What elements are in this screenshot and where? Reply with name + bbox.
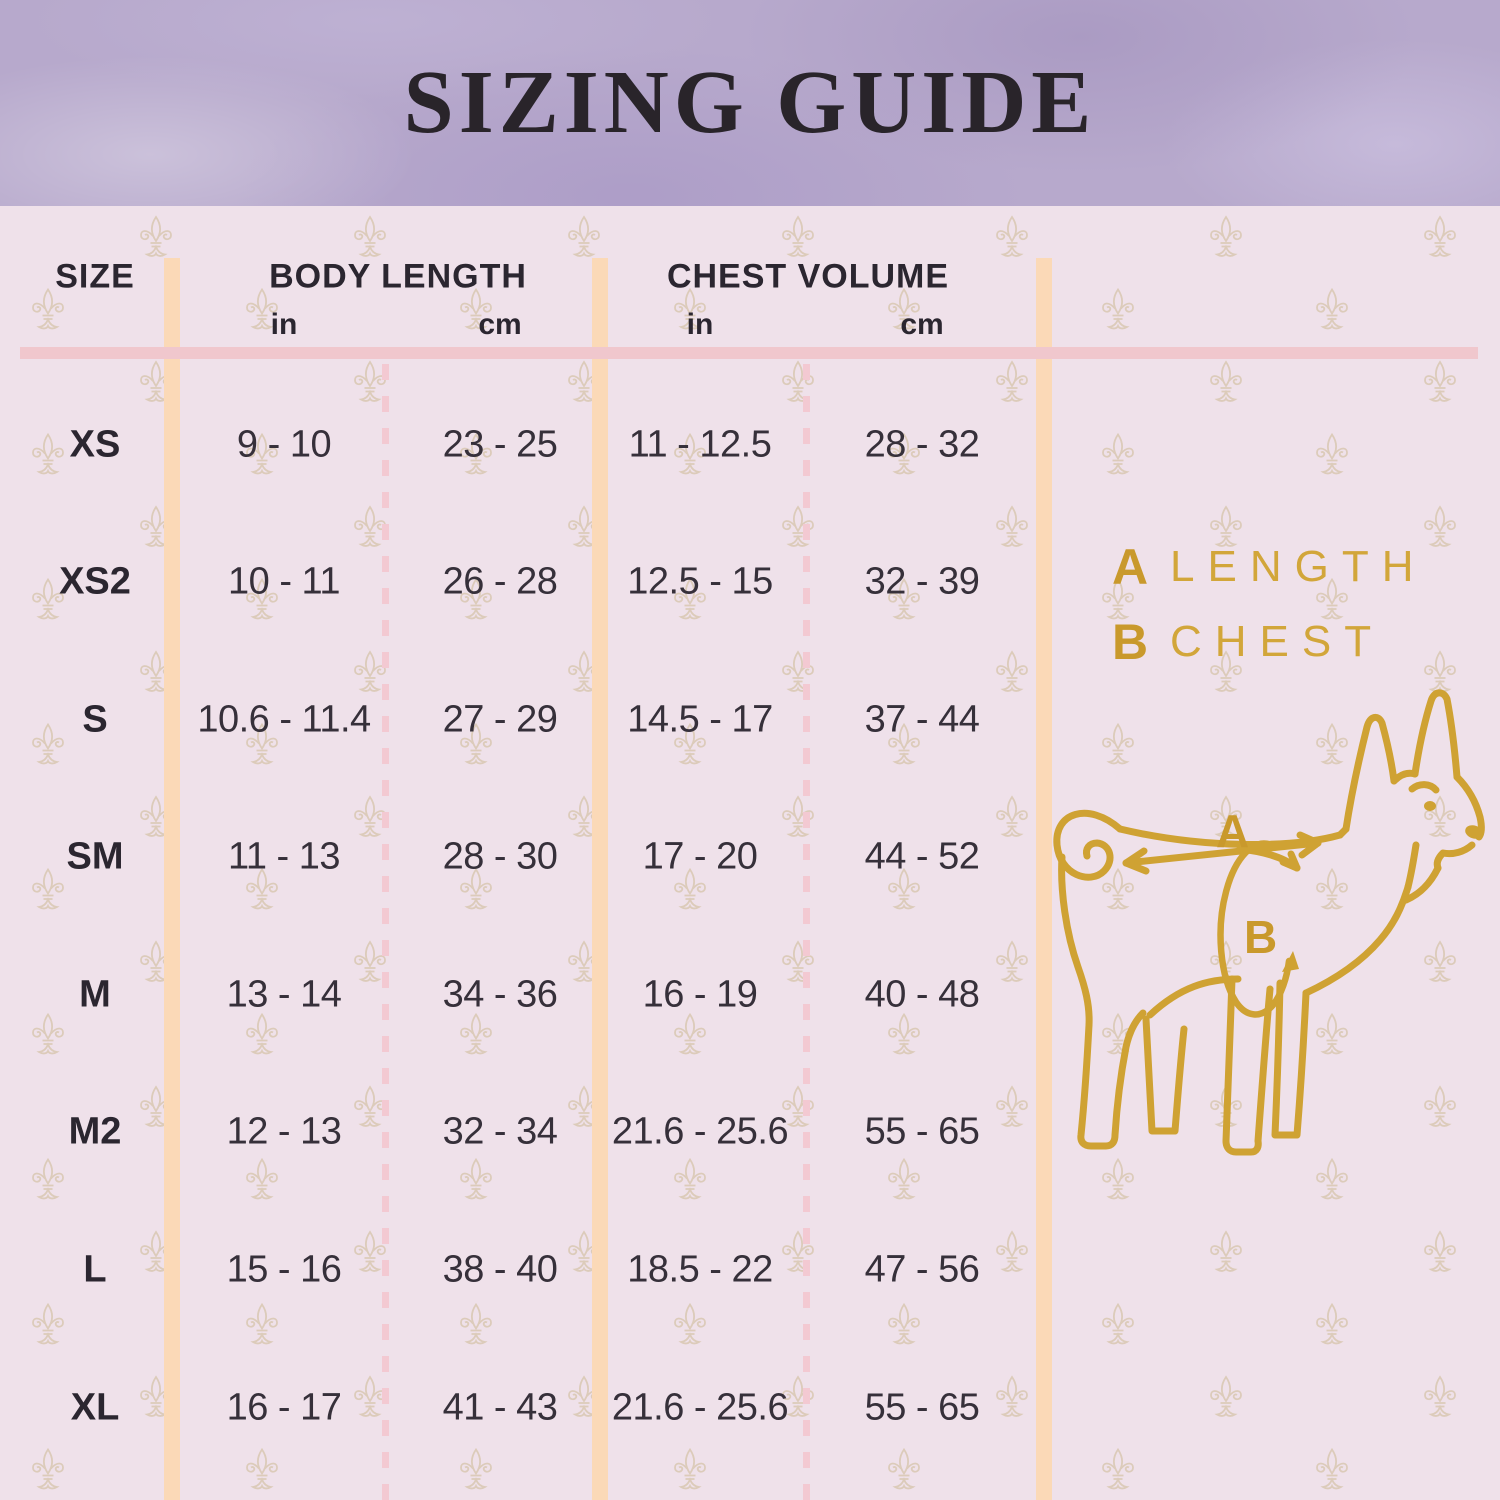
measurement-legend	[1112, 541, 1426, 691]
title-band	[0, 0, 1500, 206]
table-cell: 28 - 30	[442, 835, 558, 878]
table-cell: 12 - 13	[226, 1110, 342, 1153]
unit-in-body: in	[270, 308, 298, 341]
table-cell: 10.6 - 11.4	[197, 698, 371, 741]
header-underline	[20, 347, 1478, 359]
table-cell: 13 - 14	[226, 973, 342, 1016]
chest-arrowhead	[1282, 951, 1299, 972]
table-cell: 21.6 - 25.6	[611, 1386, 789, 1429]
table-cell: 11 - 13	[228, 835, 340, 878]
table-cell: 55 - 65	[864, 1386, 980, 1429]
row-label: L	[83, 1248, 107, 1291]
table-cell: 12.5 - 15	[627, 560, 773, 603]
legend-key-a: A	[1112, 539, 1149, 595]
header-size: SIZE	[55, 257, 135, 296]
row-label: XS2	[59, 560, 131, 603]
legend-label-b: CHEST	[1170, 617, 1385, 666]
table-cell: 47 - 56	[864, 1248, 980, 1291]
row-label: XS	[69, 423, 121, 466]
table-cell: 44 - 52	[864, 835, 980, 878]
legend-row-chest	[1112, 616, 1426, 668]
table-cell: 11 - 12.5	[628, 423, 772, 466]
row-label: SM	[66, 835, 124, 878]
table-cell: 32 - 39	[864, 560, 980, 603]
table-cell: 40 - 48	[864, 973, 980, 1016]
table-cell: 14.5 - 17	[627, 698, 773, 741]
table-cell: 16 - 17	[226, 1386, 342, 1429]
table-cell: 34 - 36	[442, 973, 558, 1016]
legend-row-length	[1112, 541, 1426, 593]
table-cell: 23 - 25	[442, 423, 558, 466]
table-cell: 17 - 20	[642, 835, 758, 878]
row-label: S	[82, 698, 108, 741]
table-cell: 16 - 19	[642, 973, 758, 1016]
marker-a: A	[1216, 805, 1250, 857]
table-cell: 27 - 29	[442, 698, 558, 741]
row-label: M	[79, 973, 111, 1016]
column-divider-bar	[592, 258, 608, 1500]
table-cell: 21.6 - 25.6	[611, 1110, 789, 1153]
table-cell: 18.5 - 22	[627, 1248, 773, 1291]
unit-in-chest: in	[686, 308, 714, 341]
dashed-unit-divider	[803, 364, 810, 1500]
page-title: SIZING GUIDE	[403, 53, 1097, 152]
row-label: XL	[70, 1386, 120, 1429]
column-divider-bar	[164, 258, 180, 1500]
table-cell: 41 - 43	[442, 1386, 558, 1429]
chihuahua-outline-icon	[1040, 685, 1490, 1185]
table-cell: 9 - 10	[236, 423, 332, 466]
table-cell: 32 - 34	[442, 1110, 558, 1153]
table-cell: 10 - 11	[228, 560, 340, 603]
table-cell: 37 - 44	[864, 698, 980, 741]
unit-cm-chest: cm	[900, 308, 944, 341]
legend-key-b: B	[1112, 614, 1149, 670]
table-cell: 28 - 32	[864, 423, 980, 466]
row-label: M2	[68, 1110, 122, 1153]
header-chest-volume: CHEST VOLUME	[666, 257, 950, 296]
table-cell: 26 - 28	[442, 560, 558, 603]
table-cell: 15 - 16	[226, 1248, 342, 1291]
unit-cm-body: cm	[478, 308, 522, 341]
legend-label-a: LENGTH	[1170, 542, 1427, 591]
table-cell: 55 - 65	[864, 1110, 980, 1153]
table-cell: 38 - 40	[442, 1248, 558, 1291]
marker-b: B	[1244, 911, 1278, 963]
dashed-unit-divider	[382, 364, 389, 1500]
header-body-length: BODY LENGTH	[269, 257, 527, 296]
